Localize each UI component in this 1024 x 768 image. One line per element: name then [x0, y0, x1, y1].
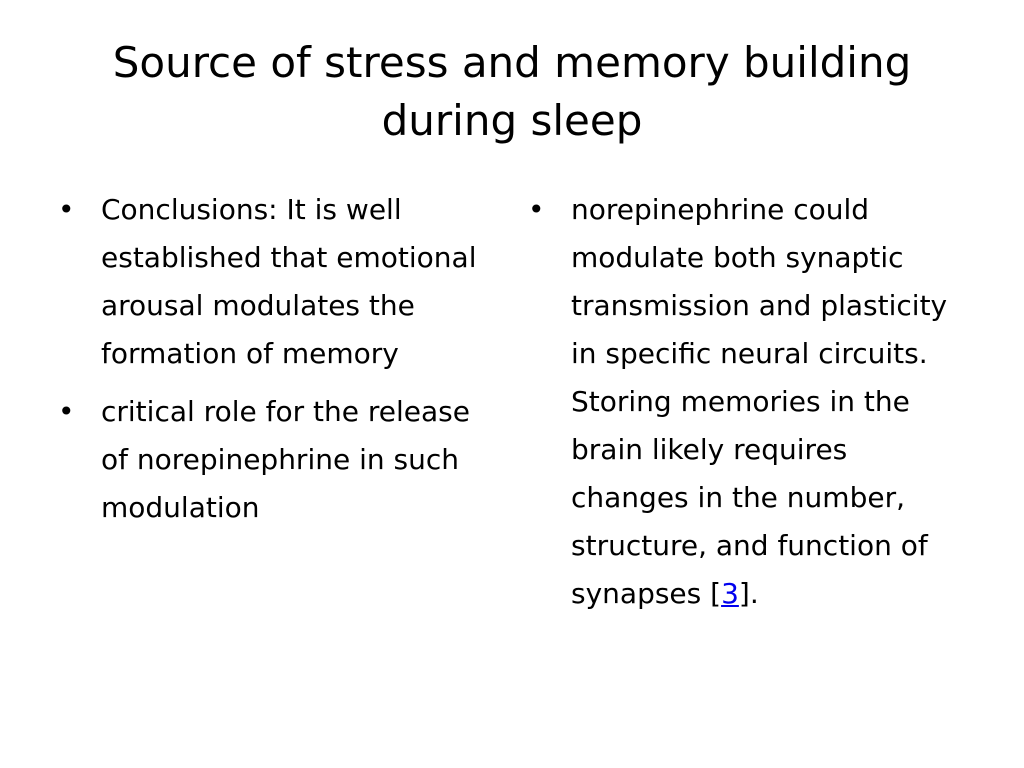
bullet-item	[58, 186, 498, 378]
bullet-dot-icon: •	[58, 395, 75, 428]
right-bullet-list	[528, 186, 968, 628]
bullet-dot-icon: •	[528, 193, 545, 226]
bullet-dot-icon: •	[58, 193, 75, 226]
slide-title: Source of stress and memory building during sleep	[112, 38, 912, 145]
bullet-text-end: ].	[738, 577, 759, 610]
bullet-item	[528, 186, 968, 618]
bullet-text: critical role for the release of norepinephrine in such modulation	[101, 395, 470, 524]
bullet-text-main: norepinephrine could modulate both synaptic transmission and plasticity in specific neural circuits. Storing memories in the brain likely requires changes in the number, structure, and function of synapses [	[571, 193, 948, 610]
left-bullet-list	[58, 186, 498, 542]
bullet-text: Conclusions: It is well established that emotional arousal modulates the formation of memory	[101, 193, 477, 370]
reference-link[interactable]: 3	[721, 577, 739, 610]
bullet-item	[58, 388, 498, 532]
bullet-text	[571, 193, 947, 610]
